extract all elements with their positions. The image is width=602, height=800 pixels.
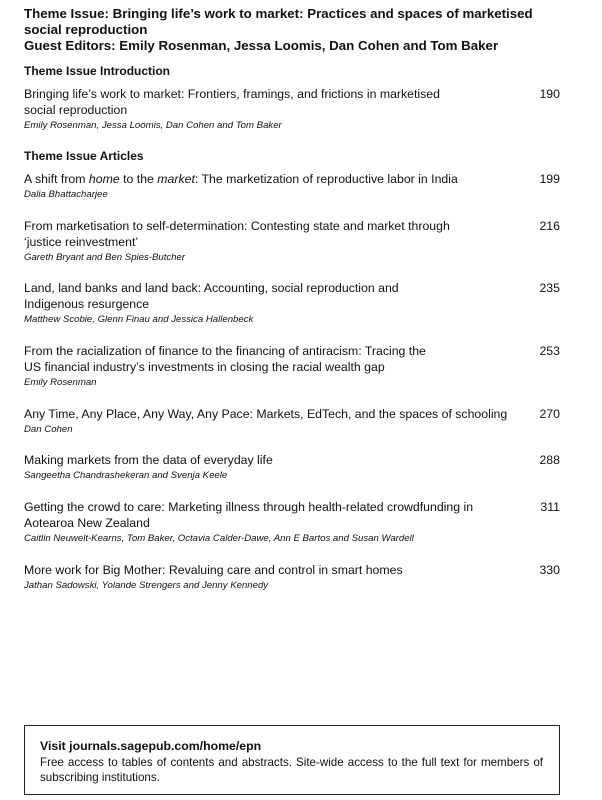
- article-title[interactable]: More work for Big Mother: Revaluing care and control in smart homes: [24, 563, 403, 577]
- page-number: 253: [539, 344, 560, 358]
- page-number: 235: [539, 281, 560, 295]
- section-heading-articles: Theme Issue Articles: [24, 149, 144, 163]
- access-info-text: Free access to tables of contents and abstracts. Site-wide access to the full text for members of subscribing institutions.: [40, 756, 543, 784]
- toc-entry[interactable]: [24, 171, 562, 201]
- journal-website-link[interactable]: Visit journals.sagepub.com/home/epn: [40, 739, 262, 753]
- article-title[interactable]: From the racialization of finance to the financing of antiracism: Tracing the US financial industry’s investments in closing the racial wealth gap: [24, 344, 426, 374]
- page-number: 216: [539, 219, 560, 233]
- article-authors: Caitlin Neuwelt-Kearns, Tom Baker, Octavia Calder-Dawe, Ann E Bartos and Susan Wardell: [24, 533, 414, 544]
- toc-entry[interactable]: [24, 562, 562, 592]
- article-authors: Dalia Bhattacharjee: [24, 189, 108, 200]
- toc-entry[interactable]: [24, 452, 562, 482]
- article-authors: Emily Rosenman, Jessa Loomis, Dan Cohen and Tom Baker: [24, 120, 282, 131]
- toc-entry[interactable]: [24, 499, 562, 545]
- toc-entry[interactable]: [24, 280, 562, 326]
- page-number: 270: [539, 407, 560, 421]
- guest-editors: Guest Editors: Emily Rosenman, Jessa Loomis, Dan Cohen and Tom Baker: [24, 38, 499, 53]
- article-title[interactable]: From marketisation to self-determination: Contesting state and market through ‘justice reinvestment’: [24, 219, 450, 249]
- article-authors: Matthew Scobie, Glenn Finau and Jessica Hallenbeck: [24, 314, 254, 325]
- toc-entry[interactable]: [24, 86, 562, 132]
- article-authors: Jathan Sadowski, Yolande Strengers and Jenny Kennedy: [24, 580, 269, 591]
- access-info-box: [24, 725, 560, 795]
- article-authors: Dan Cohen: [24, 424, 73, 435]
- page-number: 199: [539, 172, 560, 186]
- theme-issue-header: [24, 6, 544, 54]
- section-heading-introduction: Theme Issue Introduction: [24, 64, 171, 78]
- article-authors: Sangeetha Chandrashekeran and Svenja Keele: [24, 470, 228, 481]
- page-number: 288: [539, 453, 560, 467]
- article-title[interactable]: Any Time, Any Place, Any Way, Any Pace: Markets, EdTech, and the spaces of schooling: [24, 407, 508, 421]
- toc-entry[interactable]: [24, 218, 562, 264]
- page-number: 190: [539, 87, 560, 101]
- article-authors: Emily Rosenman: [24, 377, 97, 388]
- toc-entry[interactable]: [24, 406, 562, 436]
- article-title[interactable]: A shift from home to the market: The marketization of reproductive labor in India: [24, 172, 458, 186]
- article-title[interactable]: Bringing life’s work to market: Frontiers, framings, and frictions in marketised social reproduction: [24, 87, 440, 117]
- article-title[interactable]: Land, land banks and land back: Accounting, social reproduction and Indigenous resurgence: [24, 281, 399, 311]
- theme-title-line-1: Theme Issue: Bringing life’s work to market: Practices and spaces of marketised: [24, 6, 533, 21]
- article-title[interactable]: Making markets from the data of everyday life: [24, 453, 273, 467]
- toc-entry[interactable]: [24, 343, 562, 389]
- article-title[interactable]: Getting the crowd to care: Marketing illness through health-related crowdfunding in Aotearoa New Zealand: [24, 500, 474, 530]
- page-number: 330: [539, 563, 560, 577]
- page-number: 311: [540, 500, 560, 514]
- theme-title-line-2: social reproduction: [24, 22, 148, 37]
- article-authors: Gareth Bryant and Ben Spies-Butcher: [24, 252, 186, 263]
